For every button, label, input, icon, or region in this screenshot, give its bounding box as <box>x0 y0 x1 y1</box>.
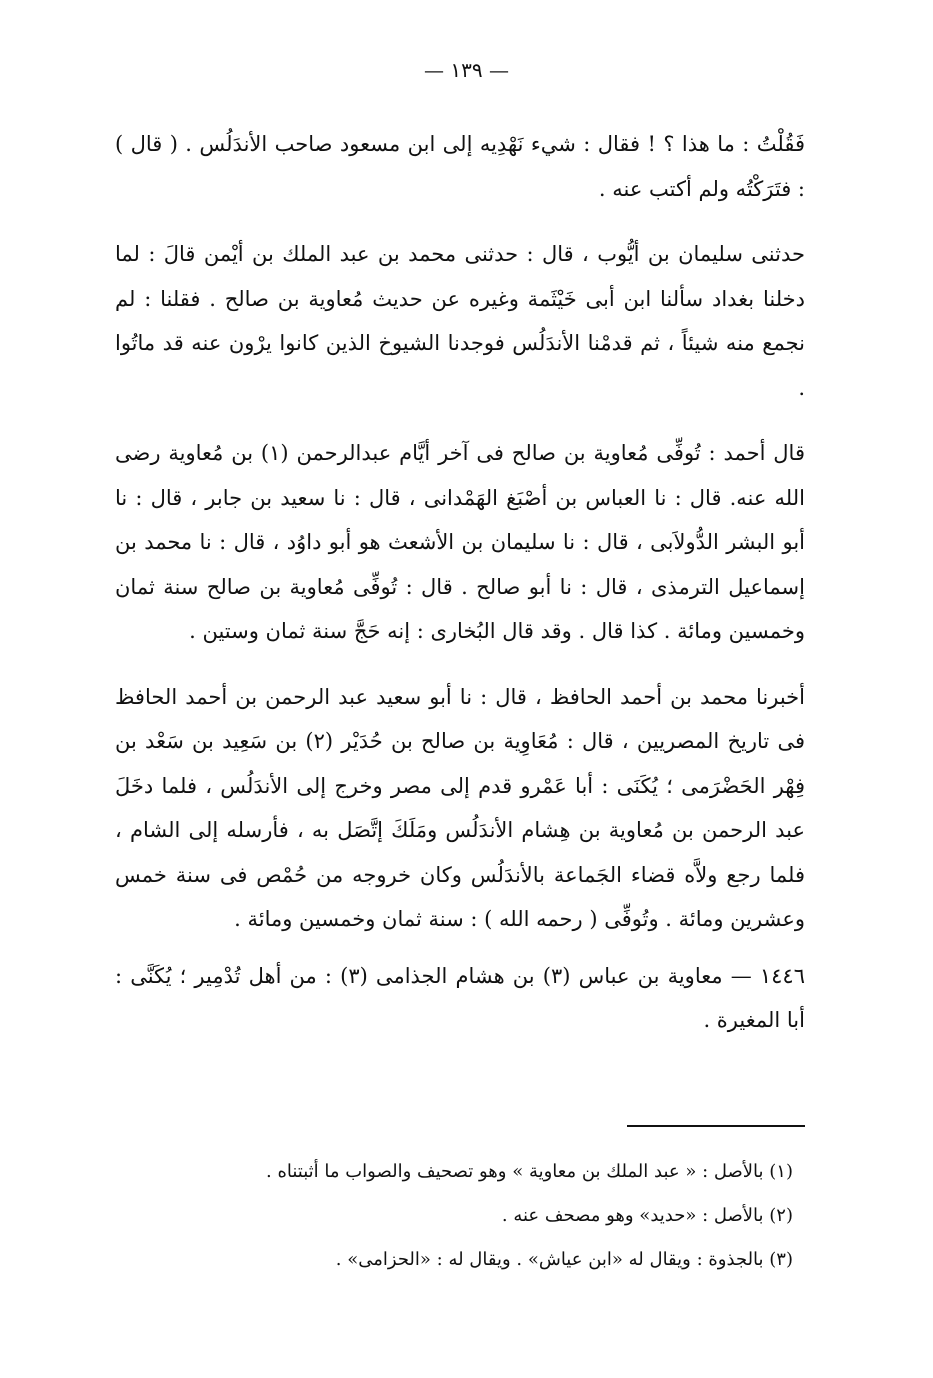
footnotes <box>133 1150 793 1282</box>
paragraph-2: حدثنى سليمان بن أيُّوب ، قال : حدثنى محمد بن عبد الملك بن أيْمن قالَ : لما دخلنا بغداد سألنا ابن أبى خَيْثَمة وغيره عن حديث مُعاوية بن صالح . فقلنا : لم نجمع منه شيئاً ، ثم قدمْنا الأندَلُس فوجدنا الشيوخ الذين كانوا يرْون عنه قد ماتُوا . <box>115 242 805 400</box>
main-text <box>115 122 805 1064</box>
page-number: — ١٣٩ — <box>424 58 509 82</box>
entry-1446: ١٤٤٦ — معاوية بن عباس (٣) بن هشام الجذامى (٣) : من أهل تُدْمِير ؛ يُكَنَّى : أبا المغيرة . <box>115 963 805 1032</box>
footnote-divider <box>627 1125 805 1127</box>
paragraph-4: أخبرنا محمد بن أحمد الحافظ ، قال : نا أبو سعيد عبد الرحمن بن أحمد الحافظ فى تاريخ المصريين ، قال : مُعَاوِية بن صالح بن حُدَيْر (٢) بن سَعِيد بن سَعْد بن فِهْر الحَضْرَمى ؛ يُكَنَى : أبا عَمْرو قدم إلى مصر وخرج إلى الأندَلُس ، فلما دخَلَ عبد الرحمن بن مُعاوية بن هِشام الأندَلُس ومَلَكَ إتَّصَل به ، فأرسله إلى الشام ، فلما رجع ولاَّه قضاء الجَماعة بالأندَلُس وكان خروجه من حُمْص فى سنة خمس وعشرين ومائة . وتُوفِّى ( رحمه الله ) : سنة ثمان وخمسين ومائة . <box>115 684 805 931</box>
footnote-2: (٢) بالأصل : «حديد» وهو مصحف عنه . <box>501 1205 793 1226</box>
footnote-3: (٣) بالجذوة : ويقال له «ابن عياش» . ويقال له : «الحزامى» . <box>335 1249 793 1270</box>
footnote-1: (١) بالأصل : « عبد الملك بن معاوية » وهو تصحيف والصواب ما أثبتناه . <box>266 1161 793 1182</box>
paragraph-3: قال أحمد : تُوفِّى مُعاوية بن صالح فى آخر أيَّام عبدالرحمن (١) بن مُعاوية رضى الله عنه. قال : نا العباس بن أصْبَغ الهَمْدانى ، قال : نا سعيد بن جابر ، قال : نا أبو البشر الدُّولاَبى ، قال : نا سليمان بن الأشعث هو أبو داوُد ، قال : نا محمد بن إسماعيل الترمذى ، قال : نا أبو صالح . قال : تُوفِّى مُعاوية بن صالح سنة ثمان وخمسين ومائة . كذا قال . وقد قال البُخارى : إنه حَجَّ سنة ثمان وستين . <box>115 441 805 643</box>
paragraph-1: فَقُلْتُ : ما هذا ؟ ! فقال : شيء نَهْدِيه إلى ابن مسعود صاحب الأندَلُس . ( قال ) : فتَرَكْتُه ولم أكتب عنه . <box>115 132 805 201</box>
